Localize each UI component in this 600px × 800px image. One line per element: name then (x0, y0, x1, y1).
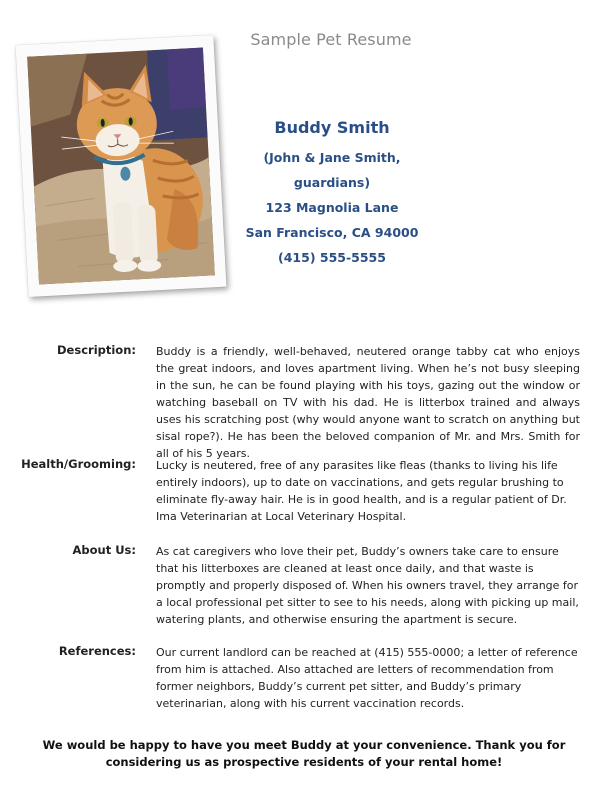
section-text: Lucky is neutered, free of any parasites like fleas (thanks to living his life entirely indoors), up to date on vaccinations, and gets regular brushing to eliminate fly-away hair. He is in good health, and is a regular patient of Dr. Ima Veterinarian at Local Veterinary Hospital. (156, 459, 567, 523)
pet-name: Buddy Smith (274, 118, 390, 137)
section-label: Health/Grooming: (21, 457, 136, 471)
closing-statement: We would be happy to have you meet Buddy at your convenience. Thank you for considering us as prospective residents of your rental home! (42, 738, 566, 769)
city-line: San Francisco, CA 94000 (245, 225, 419, 240)
guardians-line: (John & Jane Smith, guardians) (263, 150, 401, 190)
phone-line: (415) 555-5555 (278, 250, 386, 265)
section-text: Our current landlord can be reached at (415) 555-0000; a letter of reference from him is attached. Also attached are letters of recommendation from former neighbors, Buddy’s current pet sitter, and Buddy’s primary veterinarian, along with his current vaccination records. (156, 646, 578, 710)
section-text: Buddy is a friendly, well-behaved, neutered orange tabby cat who enjoys the great indoors, and loves apartment living. When he’s not busy sleeping in the sun, he can be found playing with his toys, gazing out the window or watching baseball on TV with his dad. He is litterbox trained and always uses his scratching post (why would anyone want to scratch on anything but sisal rope?). He has been the beloved companion of Mr. and Mrs. Smith for all of his 5 years. (156, 345, 580, 460)
section-text: As cat caregivers who love their pet, Buddy’s owners take care to ensure that his litterboxes are cleaned at least once daily, and that waste is promptly and properly disposed of. When his owners travel, they arrange for a local professional pet sitter to see to his needs, along with picking up mail, watering plants, and otherwise ensuring the apartment is secure. (156, 545, 579, 626)
pet-photo (27, 48, 215, 285)
section-label: Description: (57, 343, 136, 357)
section-label: About Us: (72, 543, 136, 557)
document-title: Sample Pet Resume (250, 30, 412, 49)
contact-block (232, 118, 432, 270)
section-label: References: (58, 644, 136, 658)
pet-photo-frame (16, 35, 227, 297)
address-line: 123 Magnolia Lane (265, 200, 399, 215)
